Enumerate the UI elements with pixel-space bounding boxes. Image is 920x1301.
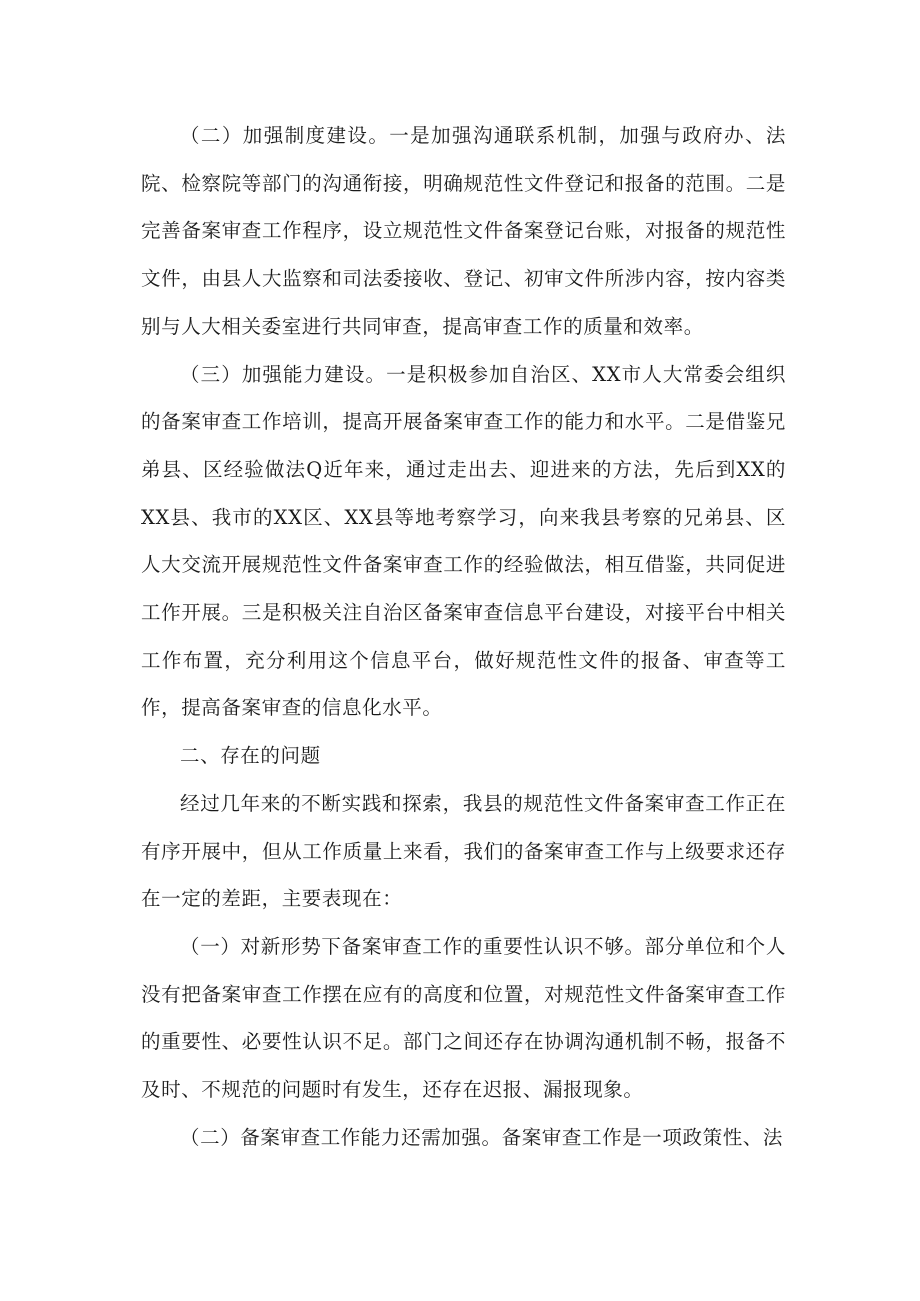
paragraph-problems-intro: 经过几年来的不断实践和探索，我县的规范性文件备案审查工作正在有序开展中，但从工作质量上来看，我们的备案审查工作与上级要求还存在一定的差距，主要表现在： [141,791,786,911]
paragraph-problem-two: （二）备案审查工作能力还需加强。备案审查工作是一项政策性、法 [180,1125,784,1149]
paragraph-institution-building: （二）加强制度建设。一是加强沟通联系机制，加强与政府办、法院、检察院等部门的沟通衔接，明确规范性文件登记和报备的范围。二是完善备案审查工作程序，设立规范性文件备案登记台账，对报备的规范性文件，由县人大监察和司法委接收、登记、初审文件所涉内容，按内容类别与人大相关委室进行共同审查，提高审查工作的质量和效率。 [141,124,786,338]
section-heading-existing-problems: 二、存在的问题 [180,744,321,768]
document-body [141,112,786,1161]
paragraph-capacity-building: （三）加强能力建设。一是积极参加自治区、XX市人大常委会组织的备案审查工作培训，提高开展备案审查工作的能力和水平。二是借鉴兄弟县、区经验做法Q近年来，通过走出去、迎进来的方法，先后到XX的XX县、我市的XX区、XX县等地考察学习，向来我县考察的兄弟县、区人大交流开展规范性文件备案审查工作的经验做法，相互借鉴，共同促进工作开展。三是积极关注自治区备案审查信息平台建设，对接平台中相关工作布置，充分利用这个信息平台，做好规范性文件的报备、审查等工作，提高备案审查的信息化水平。 [141,362,786,720]
paragraph-problem-one: （一）对新形势下备案审查工作的重要性认识不够。部分单位和个人没有把备案审查工作摆在应有的高度和位置，对规范性文件备案审查工作的重要性、必要性认识不足。部门之间还存在协调沟通机制不畅，报备不及时、不规范的问题时有发生，还存在迟报、漏报现象。 [141,934,786,1102]
